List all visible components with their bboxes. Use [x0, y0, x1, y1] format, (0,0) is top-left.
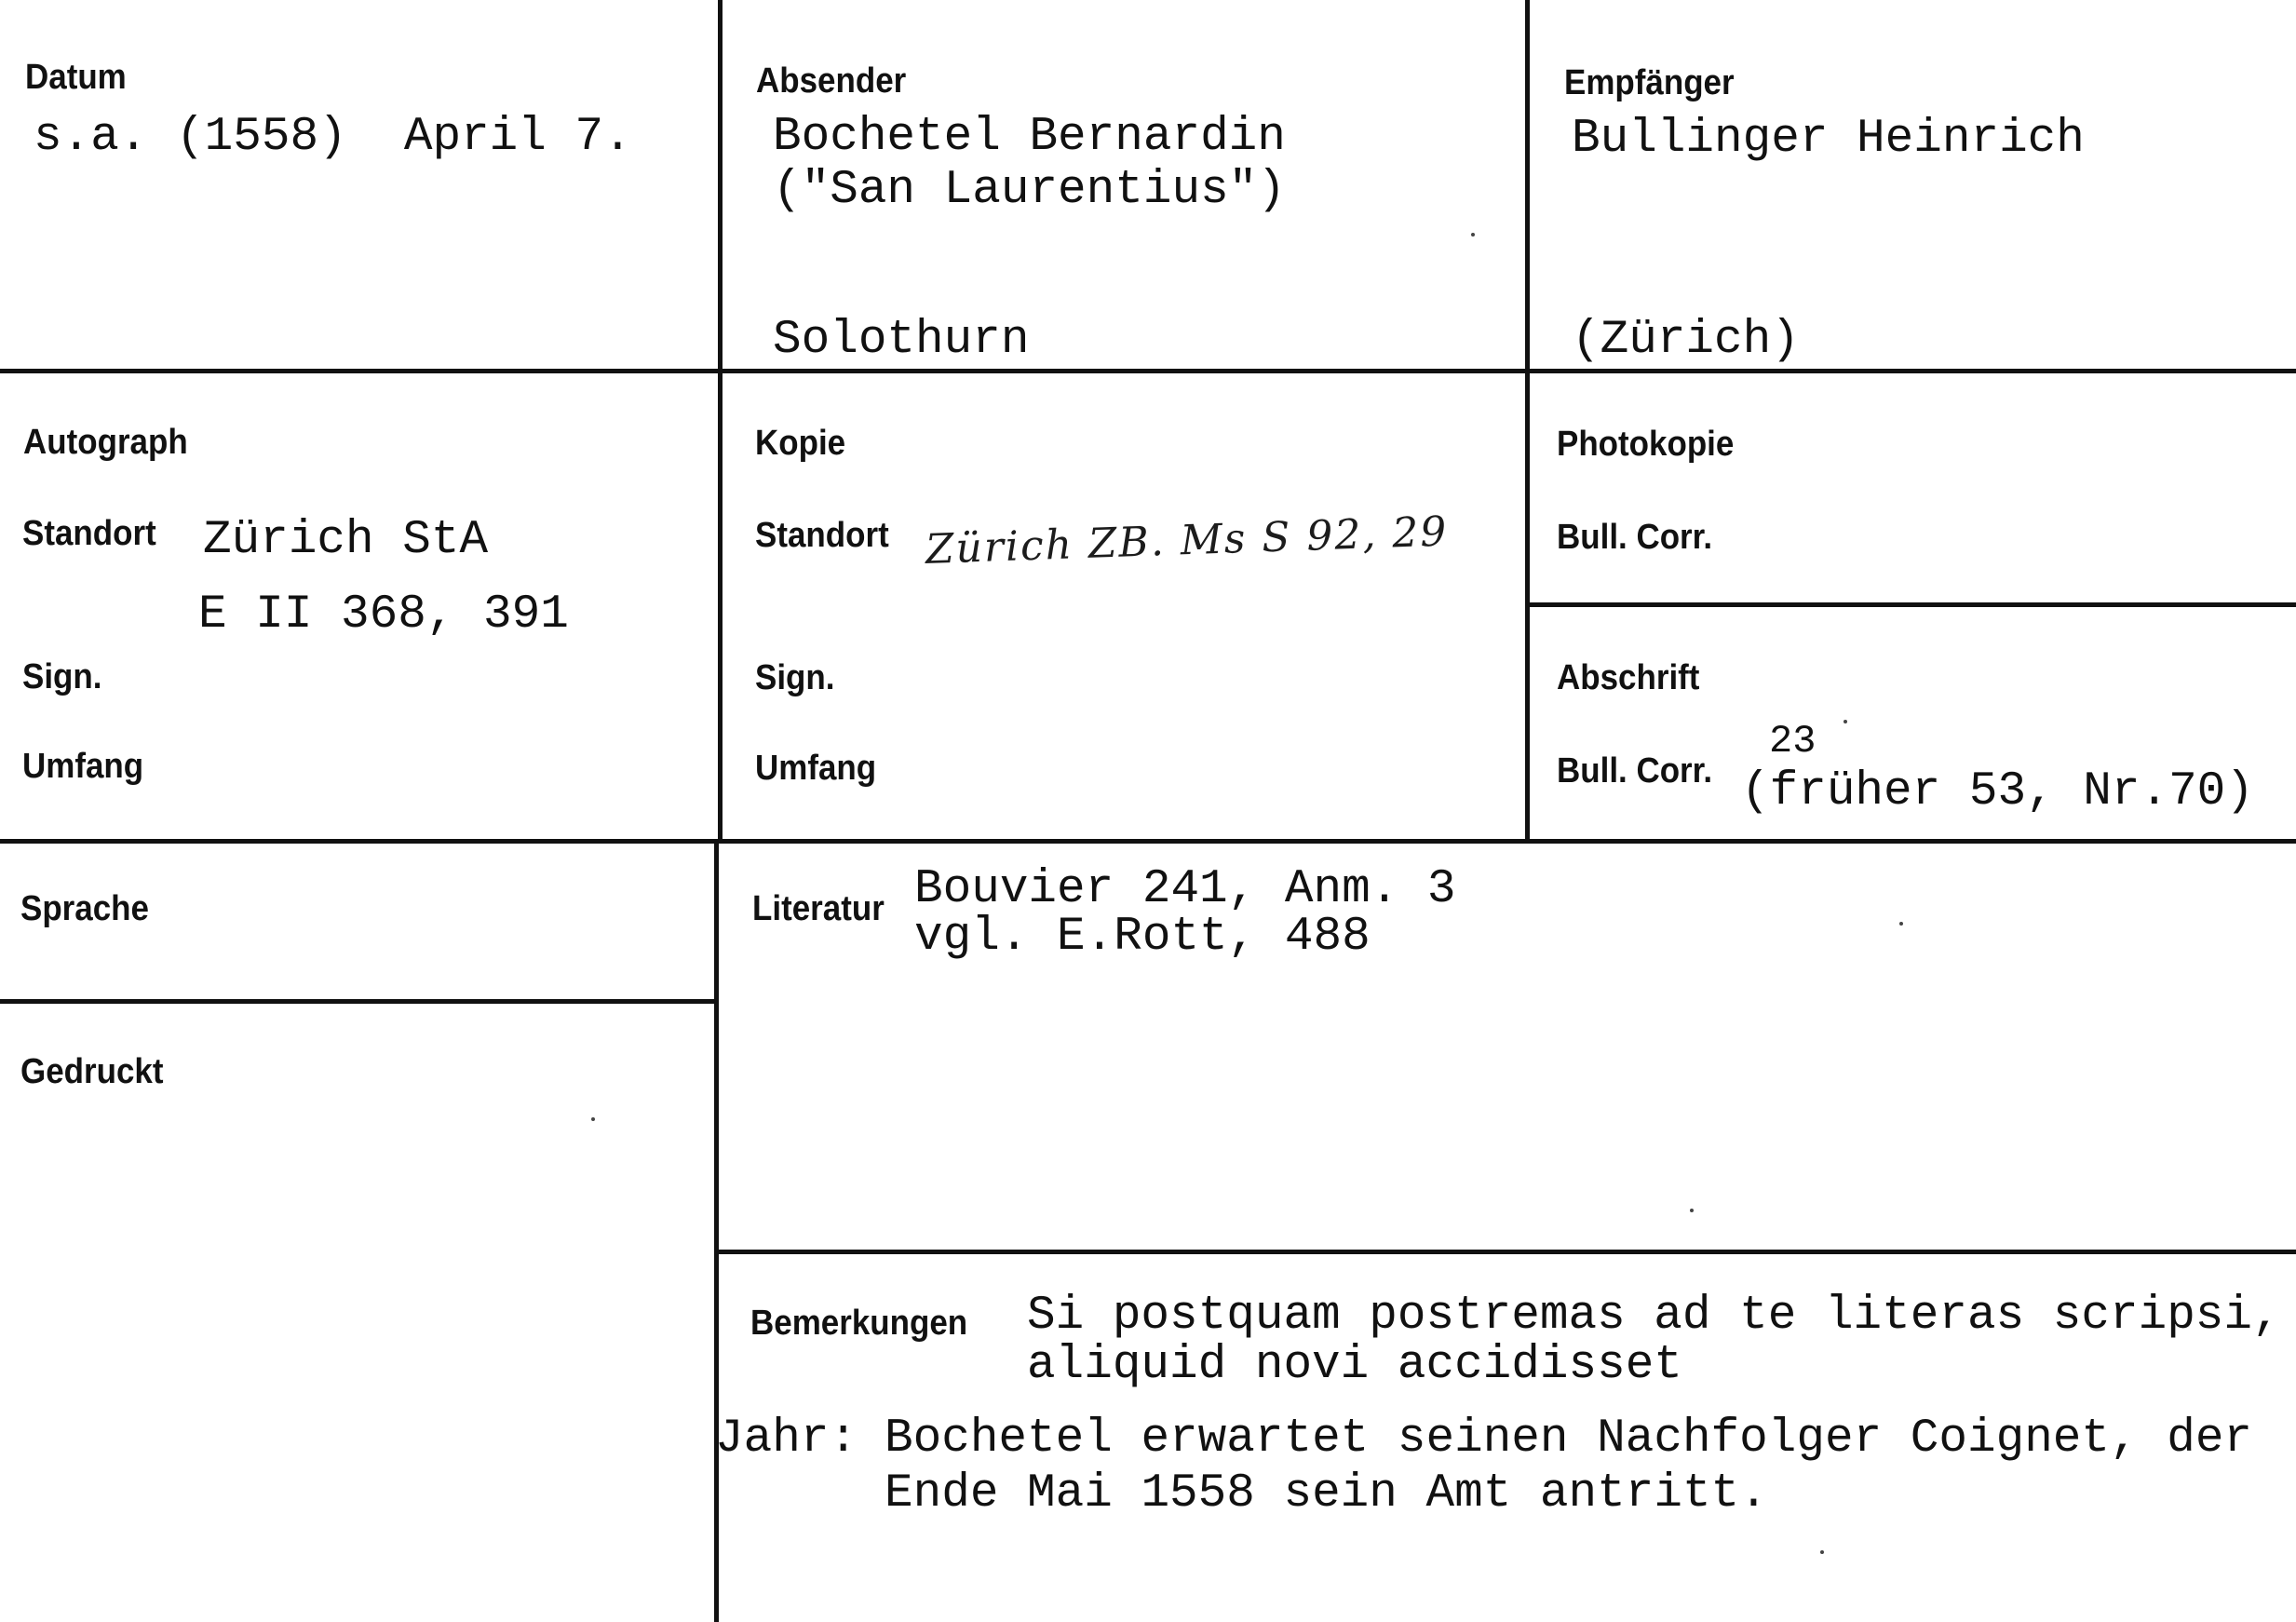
absender-alias: ("San Laurentius"): [773, 164, 1286, 217]
divider-bemerkungen: [715, 1250, 2296, 1254]
divider-col2: [1525, 0, 1530, 841]
gedruckt-label: Gedruckt: [20, 1052, 164, 1091]
scan-speck: [1844, 720, 1847, 723]
abschrift-number: 23: [1769, 719, 1817, 764]
kopie-label: Kopie: [755, 424, 846, 463]
absender-label: Absender: [756, 61, 907, 101]
autograph-sign-label: Sign.: [22, 657, 102, 696]
autograph-standort-label: Standort: [22, 514, 156, 553]
jahr-line2: Ende Mai 1558 sein Amt antritt.: [885, 1467, 1768, 1521]
divider-col1-lower: [714, 839, 719, 1622]
autograph-standort-value: Zürich StA: [203, 514, 489, 567]
datum-value: s.a. (1558) April 7.: [34, 111, 632, 164]
abschrift-value: Bull. Corr.: [1557, 751, 1713, 791]
divider-sprache-gedruckt: [0, 999, 717, 1004]
jahr-label: Jahr:: [715, 1412, 858, 1466]
literatur-line1: Bouvier 241, Anm. 3: [914, 863, 1456, 916]
bemerkungen-line2: aliquid novi accidisset: [1027, 1339, 1682, 1392]
literatur-label: Literatur: [752, 889, 885, 928]
divider-row2: [0, 839, 2296, 844]
photokopie-value: Bull. Corr.: [1557, 518, 1713, 557]
scan-speck: [1899, 922, 1903, 926]
scan-speck: [591, 1117, 595, 1121]
autograph-label: Autograph: [23, 423, 188, 462]
sprache-label: Sprache: [20, 889, 149, 928]
autograph-umfang-label: Umfang: [22, 747, 144, 786]
absender-place: Solothurn: [773, 314, 1030, 367]
divider-photokopie-abschrift: [1528, 602, 2296, 607]
absender-name: Bochetel Bernardin: [773, 111, 1286, 164]
kopie-sign-label: Sign.: [755, 658, 835, 697]
scan-speck: [1471, 233, 1475, 237]
scan-speck: [1820, 1550, 1824, 1554]
bemerkungen-line1: Si postquam postremas ad te literas scripsi,: [1027, 1290, 2281, 1343]
abschrift-label: Abschrift: [1557, 658, 1700, 697]
kopie-standort-label: Standort: [755, 516, 889, 555]
abschrift-note: (früher 53, Nr.70): [1741, 765, 2254, 818]
datum-label: Datum: [25, 58, 127, 97]
autograph-standort-value2: E II 368, 391: [198, 588, 569, 642]
bemerkungen-label: Bemerkungen: [750, 1304, 968, 1343]
jahr-line1: Bochetel erwartet seinen Nachfolger Coignet, der: [885, 1412, 2253, 1466]
scan-speck: [1690, 1209, 1694, 1212]
empfaenger-place: (Zürich): [1572, 314, 1800, 367]
kopie-standort-handwritten: Zürich ZB. Ms S 92, 29: [925, 507, 1450, 574]
literatur-line2: vgl. E.Rott, 488: [914, 911, 1371, 964]
divider-col1: [718, 0, 723, 839]
kopie-umfang-label: Umfang: [755, 749, 877, 788]
empfaenger-label: Empfänger: [1564, 63, 1735, 102]
divider-row1: [0, 369, 2296, 373]
empfaenger-name: Bullinger Heinrich: [1572, 113, 2085, 166]
photokopie-label: Photokopie: [1557, 425, 1735, 464]
